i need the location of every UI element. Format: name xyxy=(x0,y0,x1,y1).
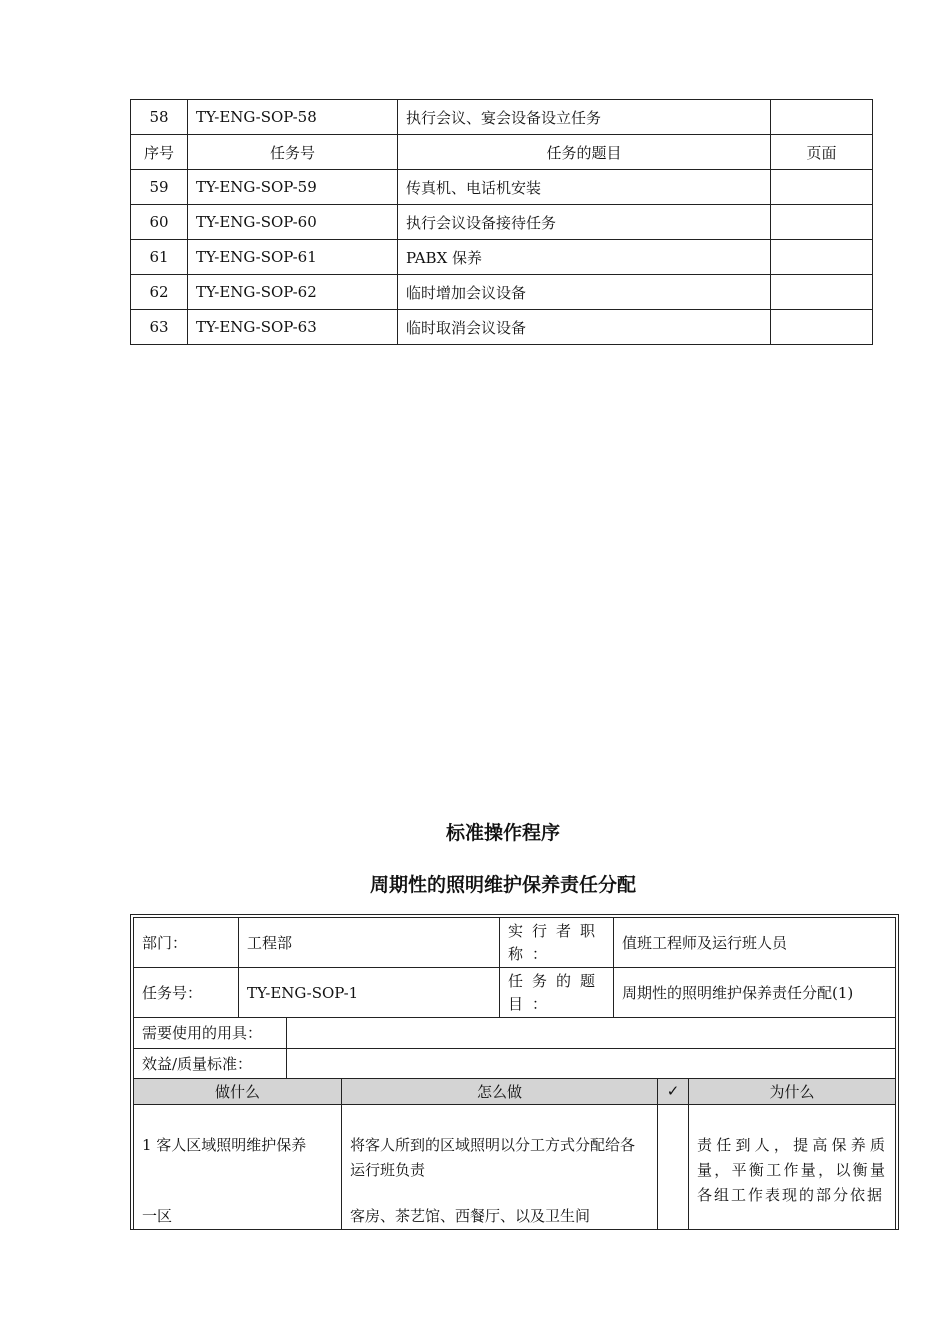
sop-steps-table xyxy=(133,1079,896,1230)
row-no: 58 xyxy=(131,100,188,135)
dept-value: 工程部 xyxy=(239,918,500,968)
step-what: 1 客人区域照明维护保养 xyxy=(142,1135,307,1154)
task-no-label: 任务号： xyxy=(134,968,239,1018)
table-row xyxy=(134,1018,896,1048)
row-no: 63 xyxy=(131,310,188,345)
row-title: 执行会议设备接待任务 xyxy=(398,205,771,240)
sop-index-table xyxy=(130,99,873,345)
table-row xyxy=(131,170,873,205)
header-title: 任务的题目 xyxy=(398,135,771,170)
row-title: 临时增加会议设备 xyxy=(398,275,771,310)
step-what-sub: 一区 xyxy=(142,1207,173,1225)
row-title: 执行会议、宴会设备设立任务 xyxy=(398,100,771,135)
row-page xyxy=(771,205,873,240)
column-why: 为什么 xyxy=(689,1079,896,1105)
table-row xyxy=(131,310,873,345)
table-header-row xyxy=(134,1079,896,1105)
step-how: 将客人所到的区域照明以分工方式分配给各运行班负责 xyxy=(350,1135,636,1179)
table-header-row xyxy=(131,135,873,170)
table-row xyxy=(131,240,873,275)
row-no: 59 xyxy=(131,170,188,205)
row-title: PABX 保养 xyxy=(398,240,771,275)
row-code: TY-ENG-SOP-62 xyxy=(188,275,398,310)
task-title-label: 任务的题目： xyxy=(500,968,614,1018)
row-code: TY-ENG-SOP-59 xyxy=(188,170,398,205)
row-page xyxy=(771,275,873,310)
checkmark-icon: ✓ xyxy=(658,1079,689,1105)
table-row xyxy=(131,275,873,310)
table-row xyxy=(134,968,896,1018)
step-why-cell xyxy=(689,1104,896,1229)
sop-form xyxy=(130,914,899,1230)
row-code: TY-ENG-SOP-61 xyxy=(188,240,398,275)
sop-requirements-table xyxy=(133,1018,896,1079)
row-code: TY-ENG-SOP-60 xyxy=(188,205,398,240)
row-code: TY-ENG-SOP-58 xyxy=(188,100,398,135)
sop-meta-table xyxy=(133,917,896,1018)
row-no: 61 xyxy=(131,240,188,275)
tools-value xyxy=(287,1018,896,1048)
dept-label: 部门： xyxy=(134,918,239,968)
executor-value: 值班工程师及运行班人员 xyxy=(614,918,896,968)
tools-label: 需要使用的用具： xyxy=(134,1018,287,1048)
quality-value xyxy=(287,1048,896,1078)
task-title-value: 周期性的照明维护保养责任分配(1) xyxy=(614,968,896,1018)
document-subheading: 周期性的照明维护保养责任分配 xyxy=(369,874,636,896)
step-check-cell xyxy=(658,1104,689,1229)
step-how-sub: 客房、茶艺馆、西餐厅、以及卫生间 xyxy=(350,1207,591,1225)
task-no-value: TY-ENG-SOP-1 xyxy=(239,968,500,1018)
table-row xyxy=(131,205,873,240)
column-what: 做什么 xyxy=(134,1079,342,1105)
executor-label: 实行者职称： xyxy=(500,918,614,968)
row-page xyxy=(771,240,873,275)
table-row xyxy=(131,100,873,135)
table-row xyxy=(134,918,896,968)
column-how: 怎么做 xyxy=(342,1079,658,1105)
header-page: 页面 xyxy=(771,135,873,170)
row-no: 62 xyxy=(131,275,188,310)
header-no: 序号 xyxy=(131,135,188,170)
step-why: 责任到人，提高保养质量，平衡工作量，以衡量各组工作表现的部分依据 xyxy=(697,1135,887,1204)
row-no: 60 xyxy=(131,205,188,240)
step-what-cell xyxy=(134,1104,342,1229)
table-row xyxy=(134,1048,896,1078)
row-page xyxy=(771,100,873,135)
row-title: 临时取消会议设备 xyxy=(398,310,771,345)
row-page xyxy=(771,310,873,345)
row-page xyxy=(771,170,873,205)
step-how-cell xyxy=(342,1104,658,1229)
table-row xyxy=(134,1104,896,1229)
row-title: 传真机、电话机安装 xyxy=(398,170,771,205)
row-code: TY-ENG-SOP-63 xyxy=(188,310,398,345)
document-heading: 标准操作程序 xyxy=(445,822,560,844)
quality-label: 效益/质量标准： xyxy=(134,1048,287,1078)
header-code: 任务号 xyxy=(188,135,398,170)
